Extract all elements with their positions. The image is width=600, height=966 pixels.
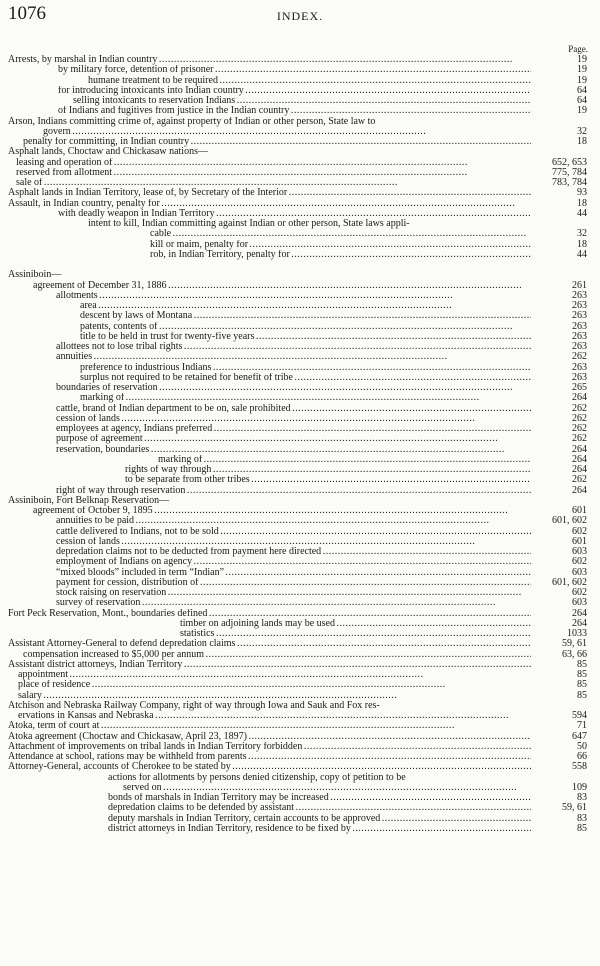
entry-page-ref: 18 [577, 238, 587, 250]
index-entry [8, 434, 587, 444]
index-entry [8, 680, 587, 690]
entry-page-ref: 263 [572, 310, 587, 322]
entry-text: employment of Indians on agency . . . [56, 557, 531, 567]
entry-text: Assiniboin, Fort Belknap Reservation— [8, 495, 170, 506]
index-entry [8, 455, 587, 465]
index-entry [8, 158, 587, 168]
entry-page-ref: 652, 653 [552, 156, 587, 168]
index-entry [8, 742, 587, 752]
index-entry [8, 55, 587, 65]
entry-page-ref: 264 [572, 464, 587, 475]
entry-text: right of way through reservation . . . [56, 486, 531, 496]
entry-page-ref: 93 [577, 187, 587, 199]
index-entry [8, 281, 587, 291]
entry-page-ref: 262 [572, 351, 587, 363]
index-entry [8, 824, 587, 834]
index-entry [8, 516, 587, 526]
entry-page-ref: 603 [572, 597, 587, 609]
entry-page-ref: 603 [572, 566, 587, 578]
entry-page-ref: 71 [577, 720, 587, 732]
index-entry [8, 527, 587, 537]
entry-text: sale of . . . [16, 178, 531, 188]
index-entry [8, 373, 587, 383]
entry-text: statistics . . . [180, 629, 531, 639]
entry-text: depredation claims not to be deducted from payment here directed . . . [56, 547, 531, 557]
entry-page-ref: 18 [577, 136, 587, 147]
entry-page-ref: 263 [572, 300, 587, 311]
entry-page-ref: 263 [572, 289, 587, 301]
index-entry [8, 127, 587, 137]
entry-text: cable . . . [150, 229, 531, 239]
entry-page-ref: 59, 61 [562, 802, 587, 814]
entry-page-ref: 63, 66 [562, 648, 587, 660]
entry-text: cession of lands . . . [56, 414, 531, 424]
entry-page-ref: 85 [577, 679, 587, 691]
page-column-label: Page. [568, 44, 588, 54]
entry-page-ref: 601 [572, 505, 587, 516]
index-entry [8, 445, 587, 455]
entry-text: patents, contents of . . . [80, 322, 531, 332]
entry-page-ref: 264 [572, 392, 587, 404]
entry-text: Atchison and Nebraska Railway Company, right of way through Iowa and Sauk and Fox res- [8, 700, 380, 711]
entry-page-ref: 783, 784 [552, 177, 587, 188]
entry-text: area . . . [80, 301, 531, 311]
entry-text: bonds of marshals in Indian Territory may be increased . . . [108, 793, 531, 803]
entry-text: Arson, Indians committing crime of, against property of Indian or other person, State law to [8, 116, 376, 127]
index-entries [8, 55, 587, 834]
entry-text: Arrests, by marshal in Indian country . . . [8, 55, 531, 65]
index-entry [8, 322, 587, 332]
index-entry [8, 199, 587, 209]
index-entry [8, 117, 587, 127]
entry-page-ref: 262 [572, 474, 587, 486]
index-entry [8, 475, 587, 485]
entry-page-ref: 264 [572, 617, 587, 629]
index-entry [8, 393, 587, 403]
entry-page-ref: 262 [572, 402, 587, 414]
index-entry [8, 691, 587, 701]
entry-page-ref: 85 [577, 669, 587, 680]
entry-text: district attorneys in Indian Territory, residence to be fixed by . . . [108, 824, 531, 834]
index-entry [8, 598, 587, 608]
entry-page-ref: 264 [572, 607, 587, 619]
index-entry [8, 86, 587, 96]
entry-text: agreement of October 9, 1895 . . . [33, 506, 531, 516]
index-entry [8, 229, 587, 239]
index-entry [8, 650, 587, 660]
index-entry [8, 240, 587, 250]
index-entry [8, 270, 587, 280]
index-entry [8, 137, 587, 147]
entry-page-ref: 64 [577, 84, 587, 96]
index-entry [8, 363, 587, 373]
entry-page-ref: 265 [572, 382, 587, 393]
entry-text: Atoka agreement (Choctaw and Chickasaw, April 23, 1897) . . . [8, 732, 531, 742]
entry-page-ref: 19 [577, 64, 587, 76]
entry-page-ref: 647 [572, 730, 587, 742]
entry-text: boundaries of reservation . . . [56, 383, 531, 393]
index-entry [8, 106, 587, 116]
entry-page-ref: 603 [572, 546, 587, 557]
entry-page-ref: 263 [572, 361, 587, 373]
index-entry [8, 793, 587, 803]
index-entry [8, 260, 587, 270]
index-entry [8, 465, 587, 475]
entry-page-ref: 19 [577, 74, 587, 86]
entry-page-ref: 264 [572, 453, 587, 465]
entry-page-ref: 19 [577, 105, 587, 117]
entry-page-ref: 594 [572, 710, 587, 721]
entry-text: title to be held in trust for twenty-five years . . . [80, 332, 531, 342]
entry-text: penalty for committing, in Indian country . . . [23, 137, 531, 147]
index-entry [8, 578, 587, 588]
entry-page-ref: 602 [572, 525, 587, 537]
entry-text: Assistant Attorney-General to defend depredation claims . . . [8, 639, 531, 649]
entry-page-ref: 263 [572, 341, 587, 352]
entry-page-ref: 264 [572, 484, 587, 496]
index-entry [8, 301, 587, 311]
entry-page-ref: 263 [572, 371, 587, 383]
entry-text: Atoka, term of court at . . . [8, 721, 531, 731]
entry-text: marking of . . . [80, 393, 531, 403]
index-entry [8, 588, 587, 598]
index-entry [8, 814, 587, 824]
entry-text: reservation, boundaries . . . [56, 445, 531, 455]
entry-text: depredation claims to be defended by assistant . . . [108, 803, 531, 813]
entry-page-ref: 18 [577, 197, 587, 209]
entry-text: appointment . . . [18, 670, 531, 680]
entry-text: surplus not required to be retained for benefit of tribe . . . [80, 373, 531, 383]
index-entry [8, 773, 587, 783]
index-entry [8, 619, 587, 629]
index-entry [8, 752, 587, 762]
entry-page-ref: 59, 61 [562, 638, 587, 650]
entry-text: rob, in Indian Territory, penalty for . . . [150, 250, 531, 260]
entry-text: purpose of agreement . . . [56, 434, 531, 444]
index-entry [8, 383, 587, 393]
index-entry [8, 721, 587, 731]
index-entry [8, 629, 587, 639]
index-entry [8, 168, 587, 178]
index-entry [8, 147, 587, 157]
entry-text: payment for cession, distribution of . . . [56, 578, 531, 588]
index-entry [8, 496, 587, 506]
entry-page-ref: 83 [577, 792, 587, 803]
entry-text: survey of reservation . . . [56, 598, 531, 608]
index-entry [8, 424, 587, 434]
index-entry [8, 332, 587, 342]
entry-page-ref: 19 [577, 54, 587, 65]
index-entry [8, 783, 587, 793]
entry-page-ref: 601 [572, 535, 587, 547]
entry-page-ref: 85 [577, 689, 587, 701]
index-entry [8, 506, 587, 516]
index-entry [8, 486, 587, 496]
entry-page-ref: 32 [577, 228, 587, 240]
entry-text: govern . . . [43, 127, 531, 137]
entry-text: allottees not to lose tribal rights . . . [56, 342, 531, 352]
entry-text: allotments . . . [56, 291, 531, 301]
entry-text: salary . . . [18, 691, 531, 701]
page-number: 1076 [8, 3, 46, 24]
index-entry [8, 352, 587, 362]
entry-text: actions for allotments by persons denied citizenship, copy of petition to be [108, 772, 406, 783]
entry-text: cession of lands . . . [56, 537, 531, 547]
index-entry [8, 291, 587, 301]
entry-text: Attendance at school, rations may be withheld from parents . . . [8, 752, 531, 762]
index-entry [8, 557, 587, 567]
entry-text: preference to industrious Indians . . . [80, 363, 531, 373]
index-entry [8, 660, 587, 670]
entry-text: of Indians and fugitives from justice in the Indian country . . . [58, 106, 531, 116]
page-title: INDEX. [276, 9, 324, 23]
entry-text: place of residence . . . [18, 680, 531, 690]
entry-text: reserved from allotment . . . [16, 168, 531, 178]
entry-page-ref: 262 [572, 423, 587, 434]
entry-page-ref: 1033 [567, 628, 587, 639]
entry-text: agreement of December 31, 1886 . . . [33, 281, 531, 291]
entry-page-ref: 558 [572, 761, 587, 773]
entry-page-ref: 85 [577, 658, 587, 670]
entry-page-ref: 83 [577, 812, 587, 824]
entry-page-ref: 66 [577, 751, 587, 762]
entry-page-ref: 261 [572, 279, 587, 291]
entry-page-ref: 601, 602 [552, 515, 587, 527]
entry-text: marking of . . . [158, 455, 531, 465]
entry-page-ref: 44 [577, 207, 587, 219]
entry-page-ref: 85 [577, 822, 587, 834]
entry-text: Fort Peck Reservation, Mont., boundaries defined . . . [8, 609, 531, 619]
entry-text: rights of way through . . . [125, 465, 531, 475]
entry-page-ref: 109 [572, 781, 587, 793]
index-entry [8, 609, 587, 619]
entry-page-ref: 262 [572, 433, 587, 445]
entry-text: “mixed bloods” included in term “Indian” . . . [56, 568, 531, 578]
entry-text: kill or maim, penalty for . . . [150, 240, 531, 250]
entry-text: served on . . . [123, 783, 531, 793]
entry-text: descent by laws of Montana . . . [80, 311, 531, 321]
entry-text: humane treatment to be required . . . [88, 76, 531, 86]
index-entry [8, 404, 587, 414]
entry-text: leasing and operation of . . . [16, 158, 531, 168]
index-entry [8, 547, 587, 557]
entry-text: by military force, detention of prisoner . . . [58, 65, 531, 75]
entry-text: intent to kill, Indian committing against Indian or other person, State laws appli- [88, 219, 410, 229]
index-entry [8, 537, 587, 547]
index-entry [8, 803, 587, 813]
index-entry [8, 250, 587, 260]
entry-text: Asphalt lands in Indian Territory, lease of, by Secretary of the Interior . . . [8, 188, 531, 198]
entry-page-ref: 601, 602 [552, 576, 587, 588]
index-entry [8, 701, 587, 711]
entry-text: employees at agency, Indians preferred . . . [56, 424, 531, 434]
entry-text: with deadly weapon in Indian Territory . . . [58, 209, 531, 219]
index-entry [8, 76, 587, 86]
index-entry [8, 670, 587, 680]
entry-text: cattle, brand of Indian department to be on, sale prohibited . . . [56, 404, 531, 414]
entry-text: annuities to be paid . . . [56, 516, 531, 526]
entry-text: annuities . . . [56, 352, 531, 362]
index-entry [8, 219, 587, 229]
entry-page-ref: 602 [572, 587, 587, 598]
index-entry [8, 732, 587, 742]
entry-text: deputy marshals in Indian Territory, certain accounts to be approved . . . [108, 814, 531, 824]
entry-text: compensation increased to $5,000 per annum . . . [23, 650, 531, 660]
entry-text: Assistant district attorneys, Indian Territory . . . [8, 660, 531, 670]
entry-page-ref: 263 [572, 330, 587, 342]
page-header [8, 3, 592, 33]
index-entry [8, 188, 587, 198]
entry-text: Assiniboin— [8, 270, 62, 281]
index-entry [8, 762, 587, 772]
index-entry [8, 711, 587, 721]
entry-text: to be separate from other tribes . . . [125, 475, 531, 485]
entry-page-ref: 602 [572, 556, 587, 568]
entry-text: for introducing intoxicants into Indian country . . . [58, 86, 531, 96]
entry-text: Assault, in Indian country, penalty for . . . [8, 199, 531, 209]
index-entry [8, 209, 587, 219]
entry-page-ref: 264 [572, 443, 587, 455]
index-entry [8, 639, 587, 649]
entry-text: timber on adjoining lands may be used . . . [180, 619, 531, 629]
entry-text: Attachment of improvements on tribal lands in Indian Territory forbidden . . . [8, 742, 531, 752]
entry-page-ref: 775, 784 [552, 166, 587, 178]
entry-text: Attorney-General, accounts of Cherokee to be stated by . . . [8, 762, 531, 772]
index-entry [8, 65, 587, 75]
entry-text: ervations in Kansas and Nebraska . . . [18, 711, 531, 721]
entry-page-ref: 50 [577, 740, 587, 752]
entry-text: stock raising on reservation . . . [56, 588, 531, 598]
entry-page-ref: 262 [572, 412, 587, 424]
entry-page-ref: 32 [577, 125, 587, 137]
index-entry [8, 178, 587, 188]
index-entry [8, 342, 587, 352]
entry-page-ref: 44 [577, 248, 587, 260]
entry-page-ref: 64 [577, 95, 587, 106]
index-entry [8, 568, 587, 578]
entry-page-ref: 263 [572, 320, 587, 332]
index-entry [8, 96, 587, 106]
entry-text: cattle delivered to Indians, not to be sold . . . [56, 527, 531, 537]
entry-text: Asphalt lands, Choctaw and Chickasaw nations— [8, 147, 208, 158]
entry-text: selling intoxicants to reservation Indians . . . [73, 96, 531, 106]
index-entry [8, 311, 587, 321]
index-entry [8, 414, 587, 424]
